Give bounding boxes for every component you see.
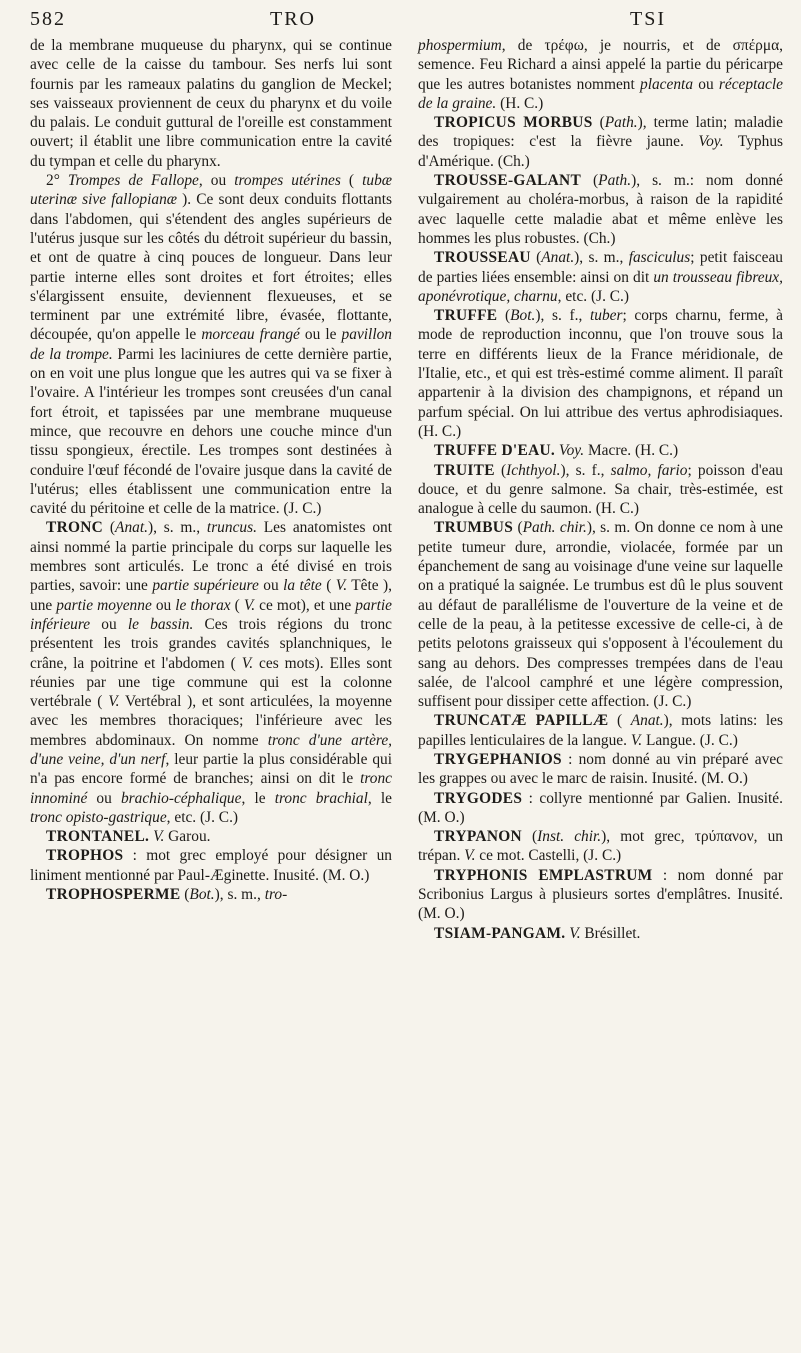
entry-text: Langue. (J. C.) — [642, 731, 738, 749]
right-column — [418, 36, 783, 943]
entry-text: ( — [608, 712, 631, 730]
italic-text: V. — [569, 924, 581, 942]
italic-text: Trompes de Fallope — [67, 172, 199, 190]
italic-text: Voy. — [558, 442, 585, 460]
entry-text: Brésillet. — [580, 924, 641, 942]
italic-text: V. — [241, 654, 254, 672]
entry-text: , le — [367, 789, 392, 807]
entry-text: ; petit faisceau de parties liées ensemble: ainsi on dit — [418, 249, 783, 286]
entry-text: ( — [513, 519, 523, 537]
entry-text: ), s. m.: nom donné vulgairement au choléra-morbus, à raison de la rapidité avec laquelle cette maladie abat et même enlève les hommes les plus robustes. (Ch.) — [418, 172, 783, 247]
italic-text: trompes utérines — [234, 172, 341, 190]
entry-text: ; poisson d'eau douce, et du genre salmone. Sa chair, très-estimée, est analogue à celle du saumon. (H. C.) — [418, 461, 783, 518]
italic-text: le thorax — [175, 596, 231, 614]
left-column-entry — [30, 827, 392, 846]
italic-text: V. — [243, 596, 256, 614]
entry-text: Tête ), une — [30, 577, 392, 614]
entry-text: ( — [103, 519, 116, 537]
entry-text: Vertébral ), et sont articulées, la moyenne avec les membres thoraciques; l'inférieure avec les membres abdominaux. On nomme — [30, 693, 393, 749]
entry-text: Typhus d'Amérique. (Ch.) — [418, 133, 784, 170]
italic-text: fasciculus — [628, 249, 691, 267]
entry-headword: TROPHOSPERME — [46, 886, 181, 904]
entry-text: ( — [592, 114, 605, 132]
left-column — [30, 36, 392, 904]
entry-text: , etc. (J. C.) — [557, 287, 630, 305]
entry-text: : nom donné au vin préparé avec les grappes ou avec le marc de raisin. Inusité. (M. O.) — [418, 750, 783, 788]
entry-text: ), s. m. On donne ce nom à une petite tumeur dure, arrondie, violacée, formée par un épanchement de sang au voisinage d'une veine sur laquelle on a pratiqué la saignée. Le trumbus est dû le plus souvent au défaut de parallélisme de l'ouverture de la veine et de celle de la peau, à la petitesse excessive de celle-ci, à de petits pelotons graisseux qui s'opposent à l'écoulement du sang au dehors. Des compresses trempées dans de l'eau salée, de l'alcool camphré et une légère compression, suffisent pour dissiper cette affection. (J. C.) — [418, 519, 783, 711]
italic-text: tronc opisto-gastrique — [30, 808, 167, 826]
italic-text: la tête — [283, 577, 322, 595]
entry-text: : nom donné par Scribonius Largus à plusieurs sortes d'emplâtres. Inusité. (M. O.) — [418, 866, 783, 923]
left-column-entry — [30, 846, 392, 885]
entry-text: ces mots). Elles sont réunies par une tige commune qui est la colonne vertébrale ( — [30, 654, 392, 711]
left-column-entry — [30, 36, 392, 171]
italic-text: Path. — [598, 172, 632, 190]
italic-text: partie inférieure — [30, 596, 393, 633]
entry-text: ), s. f., — [535, 307, 590, 325]
entry-headword: TROPHOS — [46, 847, 124, 865]
italic-text: Path. — [604, 114, 638, 132]
italic-text: tronc innominé — [30, 770, 392, 807]
entry-text: ( — [521, 828, 538, 846]
entry-text: Parmi les laciniures de cette dernière partie, on en voit une plus longue que les autres qui va se fixer à l'ovaire. A l'intérieur les trompes sont creusées d'un canal fort étroit, et tapissées par une membrane muqueuse mince, que recouvre en dehors une couche mince d'un tissu spongieux, érectile. Les trompes sont destinées à conduire l'œuf fécondé de l'ovaire jusque dans la cavité de l'utérus; elles établissent une communication entre la cavité du péritoine et celle de la matrice. (J. C.) — [30, 345, 392, 518]
italic-text: Path. chir. — [522, 519, 587, 537]
right-column-entry — [418, 461, 783, 519]
italic-text: tro- — [264, 886, 288, 904]
italic-text: Voy. — [698, 133, 724, 151]
italic-text: Inst. chir. — [537, 828, 602, 846]
entry-headword: TRYPHONIS EMPLASTRUM — [434, 866, 653, 884]
italic-text: placenta — [640, 75, 694, 93]
italic-text: un trousseau fibreux, aponévrotique, charnu — [418, 268, 783, 305]
entry-text: ( — [494, 461, 507, 479]
entry-headword: TRYGEPHANIOS — [434, 750, 562, 768]
entry-text: ou — [693, 75, 719, 93]
entry-text: Macre. (H. C.) — [584, 442, 679, 460]
italic-text: tuber — [589, 307, 623, 325]
entry-text: ou — [90, 615, 128, 633]
italic-text: partie moyenne — [56, 596, 152, 614]
italic-text: Ichthyol. — [506, 461, 561, 479]
italic-text: tronc d'une artère, d'une veine, d'un nerf — [30, 731, 392, 768]
left-column-entry — [30, 885, 392, 904]
entry-headword: TRYGODES — [434, 789, 523, 807]
entry-text: Ces trois régions du tronc présentent les trois grandes cavités splanchniques, le crâne, la poitrine et l'abdomen ( — [30, 615, 392, 672]
left-running-title: TRO — [270, 8, 316, 30]
right-column-entry — [418, 113, 783, 171]
entry-text: , etc. (J. C.) — [166, 808, 239, 826]
entry-text: ou — [258, 577, 284, 595]
entry-text: , leur partie la plus considérable qui n'a pas encore formé de branches; ainsi on dit le — [30, 750, 392, 788]
italic-text: Bot. — [510, 307, 536, 325]
entry-text: ), s. m., — [574, 249, 629, 267]
entry-text: , le — [241, 789, 275, 807]
italic-text: brachio-céphalique — [120, 789, 242, 807]
italic-text: V. — [630, 731, 643, 749]
entry-text: ce mot), et une — [255, 596, 356, 614]
entry-text: ), s. f., — [560, 461, 611, 479]
right-column-entry — [418, 248, 783, 306]
entry-headword: TRUMBUS — [434, 519, 514, 537]
entry-text: Garou. — [164, 828, 211, 846]
entry-text: ( — [180, 886, 190, 904]
entry-text: ; corps charnu, ferme, à mode de reproduction inconnu, que l'on trouve sous la terre en différents lieux de la France méridionale, de l'Italie, etc., et qui est très-estimé comme aliment. Il paraît appartenir à la division des champignons, et répand un parfum spécial. On lui attribue des vertus aphrodisiaques. (H. C.) — [418, 307, 783, 440]
right-column-entry — [418, 441, 783, 460]
entry-text: ( — [340, 172, 363, 190]
entry-headword: TROUSSE-GALANT — [434, 172, 582, 190]
entry-text: ( — [230, 596, 244, 614]
entry-text: ( — [530, 249, 542, 267]
right-column-entry — [418, 36, 783, 113]
entry-text: ), s. m., — [214, 886, 265, 904]
entry-text: ( — [321, 577, 336, 595]
entry-text: de la membrane muqueuse du pharynx, qui se continue avec celle de la caisse du tambour. Ses nerfs lui sont fournis par les rameaux palatins du ganglion de Meckel; ses vaisseaux proviennent de ceux du pharynx et du voile du palais. Le conduit guttural de l'oreille est constamment ouvert; il établit une libre communication entre la cavité du tympan et celle du pharynx. — [30, 37, 392, 170]
entry-text: ), terme latin; maladie des tropiques: c'est la fièvre jaune. — [418, 114, 783, 151]
right-column-entry — [418, 866, 783, 924]
entry-text: ), s. m., — [147, 519, 207, 537]
right-column-entry — [418, 518, 783, 711]
entry-headword: TRUNCATÆ PAPILLÆ — [434, 712, 609, 730]
page-number: 582 — [30, 8, 66, 30]
entry-text: ), mots latins: les papilles lenticulaires de la langue. — [418, 712, 784, 749]
italic-text: V. — [108, 693, 120, 711]
entry-headword: TRUFFE — [434, 307, 498, 325]
entry-text: : mot grec employé pour désigner un liniment mentionné par Paul-Æginette. Inusité. (M. O.) — [30, 847, 392, 884]
entry-text: ). Ce sont deux conduits flottants dans l'abdomen, qui s'étendent des angles supérieurs de l'utérus jusque sur les côtés du détroit supérieur du bassin, et ont de quatre à cinq pouces de longueur. Dans leur partie interne elles sont droites et fort étroites; elles s'élargissent ensuite, deviennent flexueuses, et se terminent par une extrémité libre, évasée, flottante, découpée, qu'on appelle le — [30, 191, 392, 344]
italic-text: salmo, fario — [610, 461, 688, 479]
entry-headword: TROUSSEAU — [434, 249, 531, 267]
italic-text: Bot. — [189, 886, 215, 904]
running-header — [30, 8, 783, 34]
italic-text: pavillon de la trompe. — [30, 326, 392, 363]
right-column-entry — [418, 171, 783, 248]
right-column-entry — [418, 789, 783, 828]
entry-headword: TRYPANON — [434, 828, 522, 846]
italic-text: partie supérieure — [152, 577, 259, 595]
italic-text: le bassin. — [127, 615, 194, 633]
entry-text: ou le — [299, 326, 342, 344]
entry-text: 2° — [46, 172, 68, 190]
entry-text: , ou — [198, 172, 235, 190]
entry-text: ( — [497, 307, 511, 325]
entry-text: ), mot grec, τρύπανον, un trépan. — [418, 828, 783, 865]
italic-text: V. — [153, 828, 165, 846]
left-column-entry — [30, 518, 392, 827]
entry-headword: TRONTANEL. — [46, 828, 150, 846]
entry-text: ( — [581, 172, 599, 190]
right-column-entry — [418, 924, 783, 943]
right-column-entry — [418, 750, 783, 789]
right-column-entry — [418, 827, 783, 866]
right-running-title: TSI — [630, 8, 666, 30]
entry-text: Les anatomistes ont ainsi nommé la partie principale du corps sur laquelle les membres sont articulés. Le tronc a été divisé en trois parties, savoir: une — [30, 519, 392, 595]
italic-text: Anat. — [115, 519, 148, 537]
right-column-entry — [418, 306, 783, 441]
italic-text: tubæ uterinæ sive fallopianæ — [30, 172, 393, 209]
entry-text: : collyre mentionné par Galien. Inusité. (M. O.) — [418, 789, 783, 826]
entry-text: ce mot. Castelli, (J. C.) — [475, 847, 622, 865]
italic-text: phospermium — [418, 37, 502, 54]
italic-text: Anat. — [630, 712, 664, 730]
entry-headword: TROPICUS MORBUS — [434, 114, 593, 132]
entry-text: (H. C.) — [496, 94, 544, 112]
italic-text: morceau frangé — [201, 326, 300, 344]
entry-headword: TRUFFE D'EAU. — [434, 442, 556, 460]
italic-text: tronc brachial — [274, 789, 368, 807]
entry-text: ou — [151, 596, 176, 614]
italic-text: V. — [335, 577, 348, 595]
italic-text: Anat. — [541, 249, 575, 267]
italic-text: réceptacle de la graine. — [418, 75, 783, 112]
entry-headword: TRONC — [46, 519, 104, 537]
entry-text: , de τρέφω, je nourris, et de σπέρμα, semence. Feu Richard a ainsi appelé la partie du péricarpe que les autres botanistes nomment — [418, 37, 783, 93]
entry-text: ou — [87, 789, 121, 807]
italic-text: V. — [464, 847, 476, 865]
italic-text: truncus. — [206, 519, 257, 537]
entry-headword: TSIAM-PANGAM. — [434, 924, 566, 942]
entry-headword: TRUITE — [434, 461, 495, 479]
left-column-entry — [30, 171, 392, 518]
right-column-entry — [418, 711, 783, 750]
